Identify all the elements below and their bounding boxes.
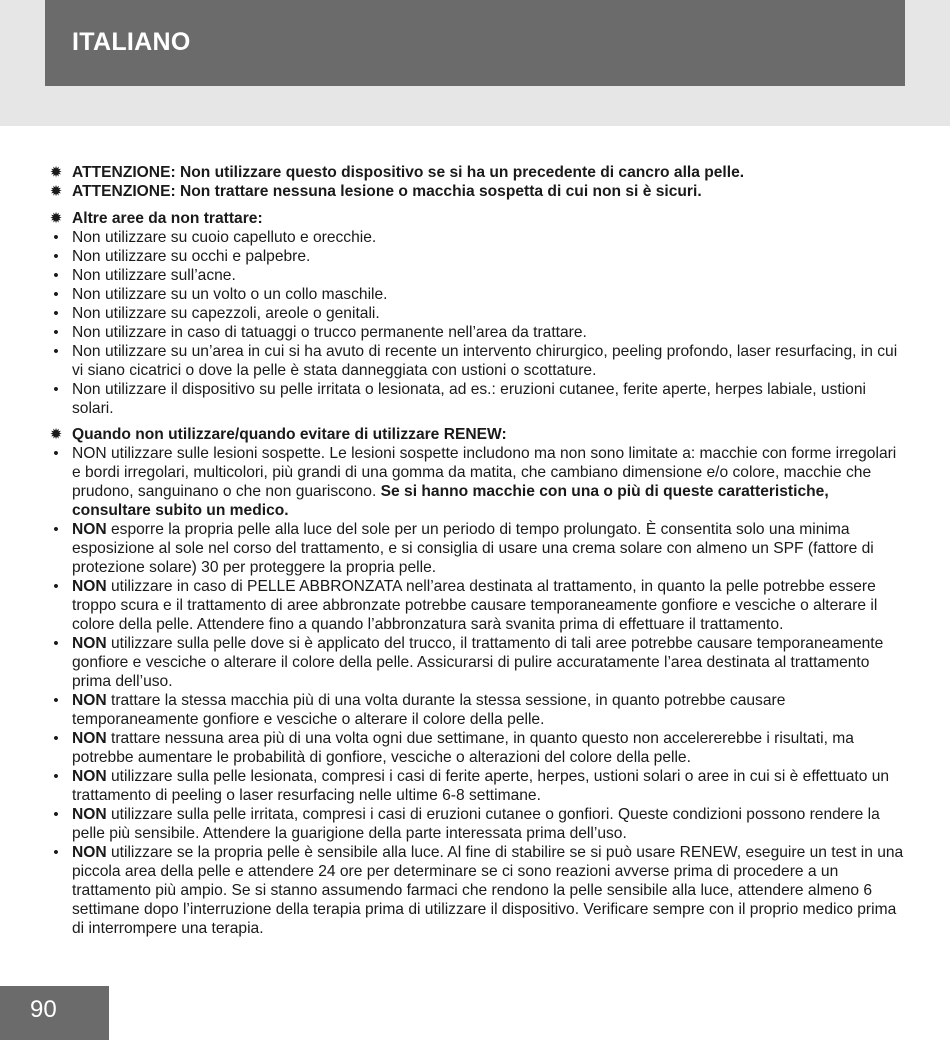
bullet-icon: •: [53, 768, 59, 785]
list-item-lead: NON: [72, 635, 107, 652]
bullet-icon: •: [53, 692, 59, 709]
page-number: 90: [30, 996, 57, 1023]
list-item-text: Non utilizzare su capezzoli, areole o genitali.: [72, 305, 380, 322]
list-item-text: utilizzare sulla pelle irritata, compresi i casi di eruzioni cutanee o gonfiori. Queste condizioni possono rendere la pelle più sensibile. Attendere la guarigione della parte interessata prima dell’uso.: [72, 806, 880, 842]
list-item-text: utilizzare in caso di PELLE ABBRONZATA nell’area destinata al trattamento, in quanto la pelle potrebbe essere troppo scura e il trattamento di aree abbronzate potrebbe causare temporaneamente gonfiore e vesciche o alterare il colore della pelle. Attendere fino a quando l’abbronzatura sarà svanita prima di effettuare il trattamento.: [72, 578, 878, 633]
list-item: [45, 729, 905, 767]
list-item: [45, 634, 905, 691]
list-item-text: esporre la propria pelle alla luce del sole per un periodo di tempo prolungato. È consentita solo una minima esposizione al sole nel corso del trattamento, e si consiglia di usare una crema solare con almeno un SPF (fattore di protezione solare) 30 per proteggere la propria pelle.: [72, 521, 874, 576]
list-item-lead: NON: [72, 578, 107, 595]
list-item-lead: NON: [72, 806, 107, 823]
list-item-text: utilizzare se la propria pelle è sensibile alla luce. Al fine di stabilire se si può usare RENEW, eseguire un test in una piccola area della pelle e attendere 24 ore per determinare se ci sono reazioni avverse prima di procedere a un trattamento più ampio. Se si stanno assumendo farmaci che rendono la pelle sensibile alla luce, attendere almeno 6 settimane dopo l’interruzione della terapia prima di utilizzare il dispositivo. Verificare sempre con il proprio medico prima di interrompere una terapia.: [72, 844, 904, 937]
list-item-text: trattare nessuna area più di una volta ogni due settimane, in quanto questo non accelererebbe i risultati, ma potrebbe aumentare le probabilità di gonfiore, vesciche o alterazioni del colore della pelle.: [72, 730, 854, 766]
list-item: [45, 444, 905, 520]
list-item: [45, 285, 905, 304]
bullet-icon: •: [53, 324, 59, 341]
sun-icon: ✹: [49, 164, 63, 181]
list-item: [45, 304, 905, 323]
list-item-text: Non utilizzare sull’acne.: [72, 267, 236, 284]
list-item: [45, 323, 905, 342]
document-body: [45, 163, 905, 938]
list-item-lead: NON: [72, 844, 107, 861]
list-item-emphasis: Se si hanno macchie con una o più di queste caratteristiche, consultare subito un medico.: [72, 483, 829, 519]
warning-line: [45, 182, 905, 201]
bullet-icon: •: [53, 635, 59, 652]
language-header: [45, 0, 905, 86]
list-item-text: utilizzare sulla pelle dove si è applicato del trucco, il trattamento di tali aree potrebbe causare temporaneamente gonfiore e vesciche o alterare il colore della pelle. Assicurarsi di pulire accuratamente l’area destinata al trattamento prima dell’uso.: [72, 635, 884, 690]
section-heading-text: Quando non utilizzare/quando evitare di utilizzare RENEW:: [72, 426, 507, 443]
list-item-text: Non utilizzare su un’area in cui si ha avuto di recente un intervento chirurgico, peeling profondo, laser resurfacing, in cui vi siano cicatrici o dove la pelle è stata danneggiata con ustioni o scottature.: [72, 343, 898, 379]
list-item: [45, 228, 905, 247]
bullet-icon: •: [53, 381, 59, 398]
warning-text: ATTENZIONE: Non utilizzare questo dispositivo se si ha un precedente di cancro alla pelle.: [72, 164, 745, 181]
sun-icon: ✹: [49, 183, 63, 200]
list-item: [45, 577, 905, 634]
list-item: [45, 247, 905, 266]
page-number-tab: [0, 986, 109, 1040]
list-item-lead: NON: [72, 521, 107, 538]
bullet-icon: •: [53, 445, 59, 462]
list-item-text: Non utilizzare su cuoio capelluto e orecchie.: [72, 229, 377, 246]
list-item-text: trattare la stessa macchia più di una volta durante la stessa sessione, in quanto potrebbe causare temporaneamente gonfiore e vesciche o alterare il colore della pelle.: [72, 692, 786, 728]
list-item: [45, 266, 905, 285]
list-item-lead: NON: [72, 692, 107, 709]
bullet-icon: •: [53, 343, 59, 360]
list-item-lead: NON: [72, 730, 107, 747]
section-heading: [45, 209, 905, 228]
bullet-icon: •: [53, 286, 59, 303]
list-item-text: Non utilizzare in caso di tatuaggi o trucco permanente nell’area da trattare.: [72, 324, 587, 341]
sun-icon: ✹: [49, 426, 63, 443]
bullet-icon: •: [53, 521, 59, 538]
list-item: [45, 805, 905, 843]
list-item-text: Non utilizzare il dispositivo su pelle irritata o lesionata, ad es.: eruzioni cutanee, ferite aperte, herpes labiale, ustioni solari.: [72, 381, 866, 417]
list-item: [45, 843, 905, 938]
list-item-text: Non utilizzare su occhi e palpebre.: [72, 248, 311, 265]
bullet-icon: •: [53, 806, 59, 823]
section-heading-text: Altre aree da non trattare:: [72, 210, 263, 227]
page-title: ITALIANO: [72, 28, 191, 56]
list-item: [45, 342, 905, 380]
bullet-icon: •: [53, 248, 59, 265]
bullet-icon: •: [53, 229, 59, 246]
bullet-icon: •: [53, 578, 59, 595]
list-item-text: NON utilizzare sulle lesioni sospette. Le lesioni sospette includono ma non sono limitate a: macchie con forme irregolari e bordi irregolari, multicolori, più grandi di una gomma da matita, che cambiano dimensione e/o colore, macchie che prudono, sanguinano o che non guariscono.: [72, 445, 897, 500]
bullet-icon: •: [53, 730, 59, 747]
list-item: [45, 691, 905, 729]
list-item-text: Non utilizzare su un volto o un collo maschile.: [72, 286, 388, 303]
list-item-text: utilizzare sulla pelle lesionata, compresi i casi di ferite aperte, herpes, ustioni solari o aree in cui si è effettuato un trattamento di peeling o laser resurfacing nelle ultime 6-8 settimane.: [72, 768, 890, 804]
bullet-icon: •: [53, 844, 59, 861]
list-item-lead: NON: [72, 768, 107, 785]
section-heading: [45, 425, 905, 444]
list-item: [45, 380, 905, 418]
sun-icon: ✹: [49, 210, 63, 227]
bullet-icon: •: [53, 267, 59, 284]
list-item: [45, 767, 905, 805]
bullet-icon: •: [53, 305, 59, 322]
list-item: [45, 520, 905, 577]
warning-text: ATTENZIONE: Non trattare nessuna lesione o macchia sospetta di cui non si è sicuri.: [72, 183, 702, 200]
warning-line: [45, 163, 905, 182]
